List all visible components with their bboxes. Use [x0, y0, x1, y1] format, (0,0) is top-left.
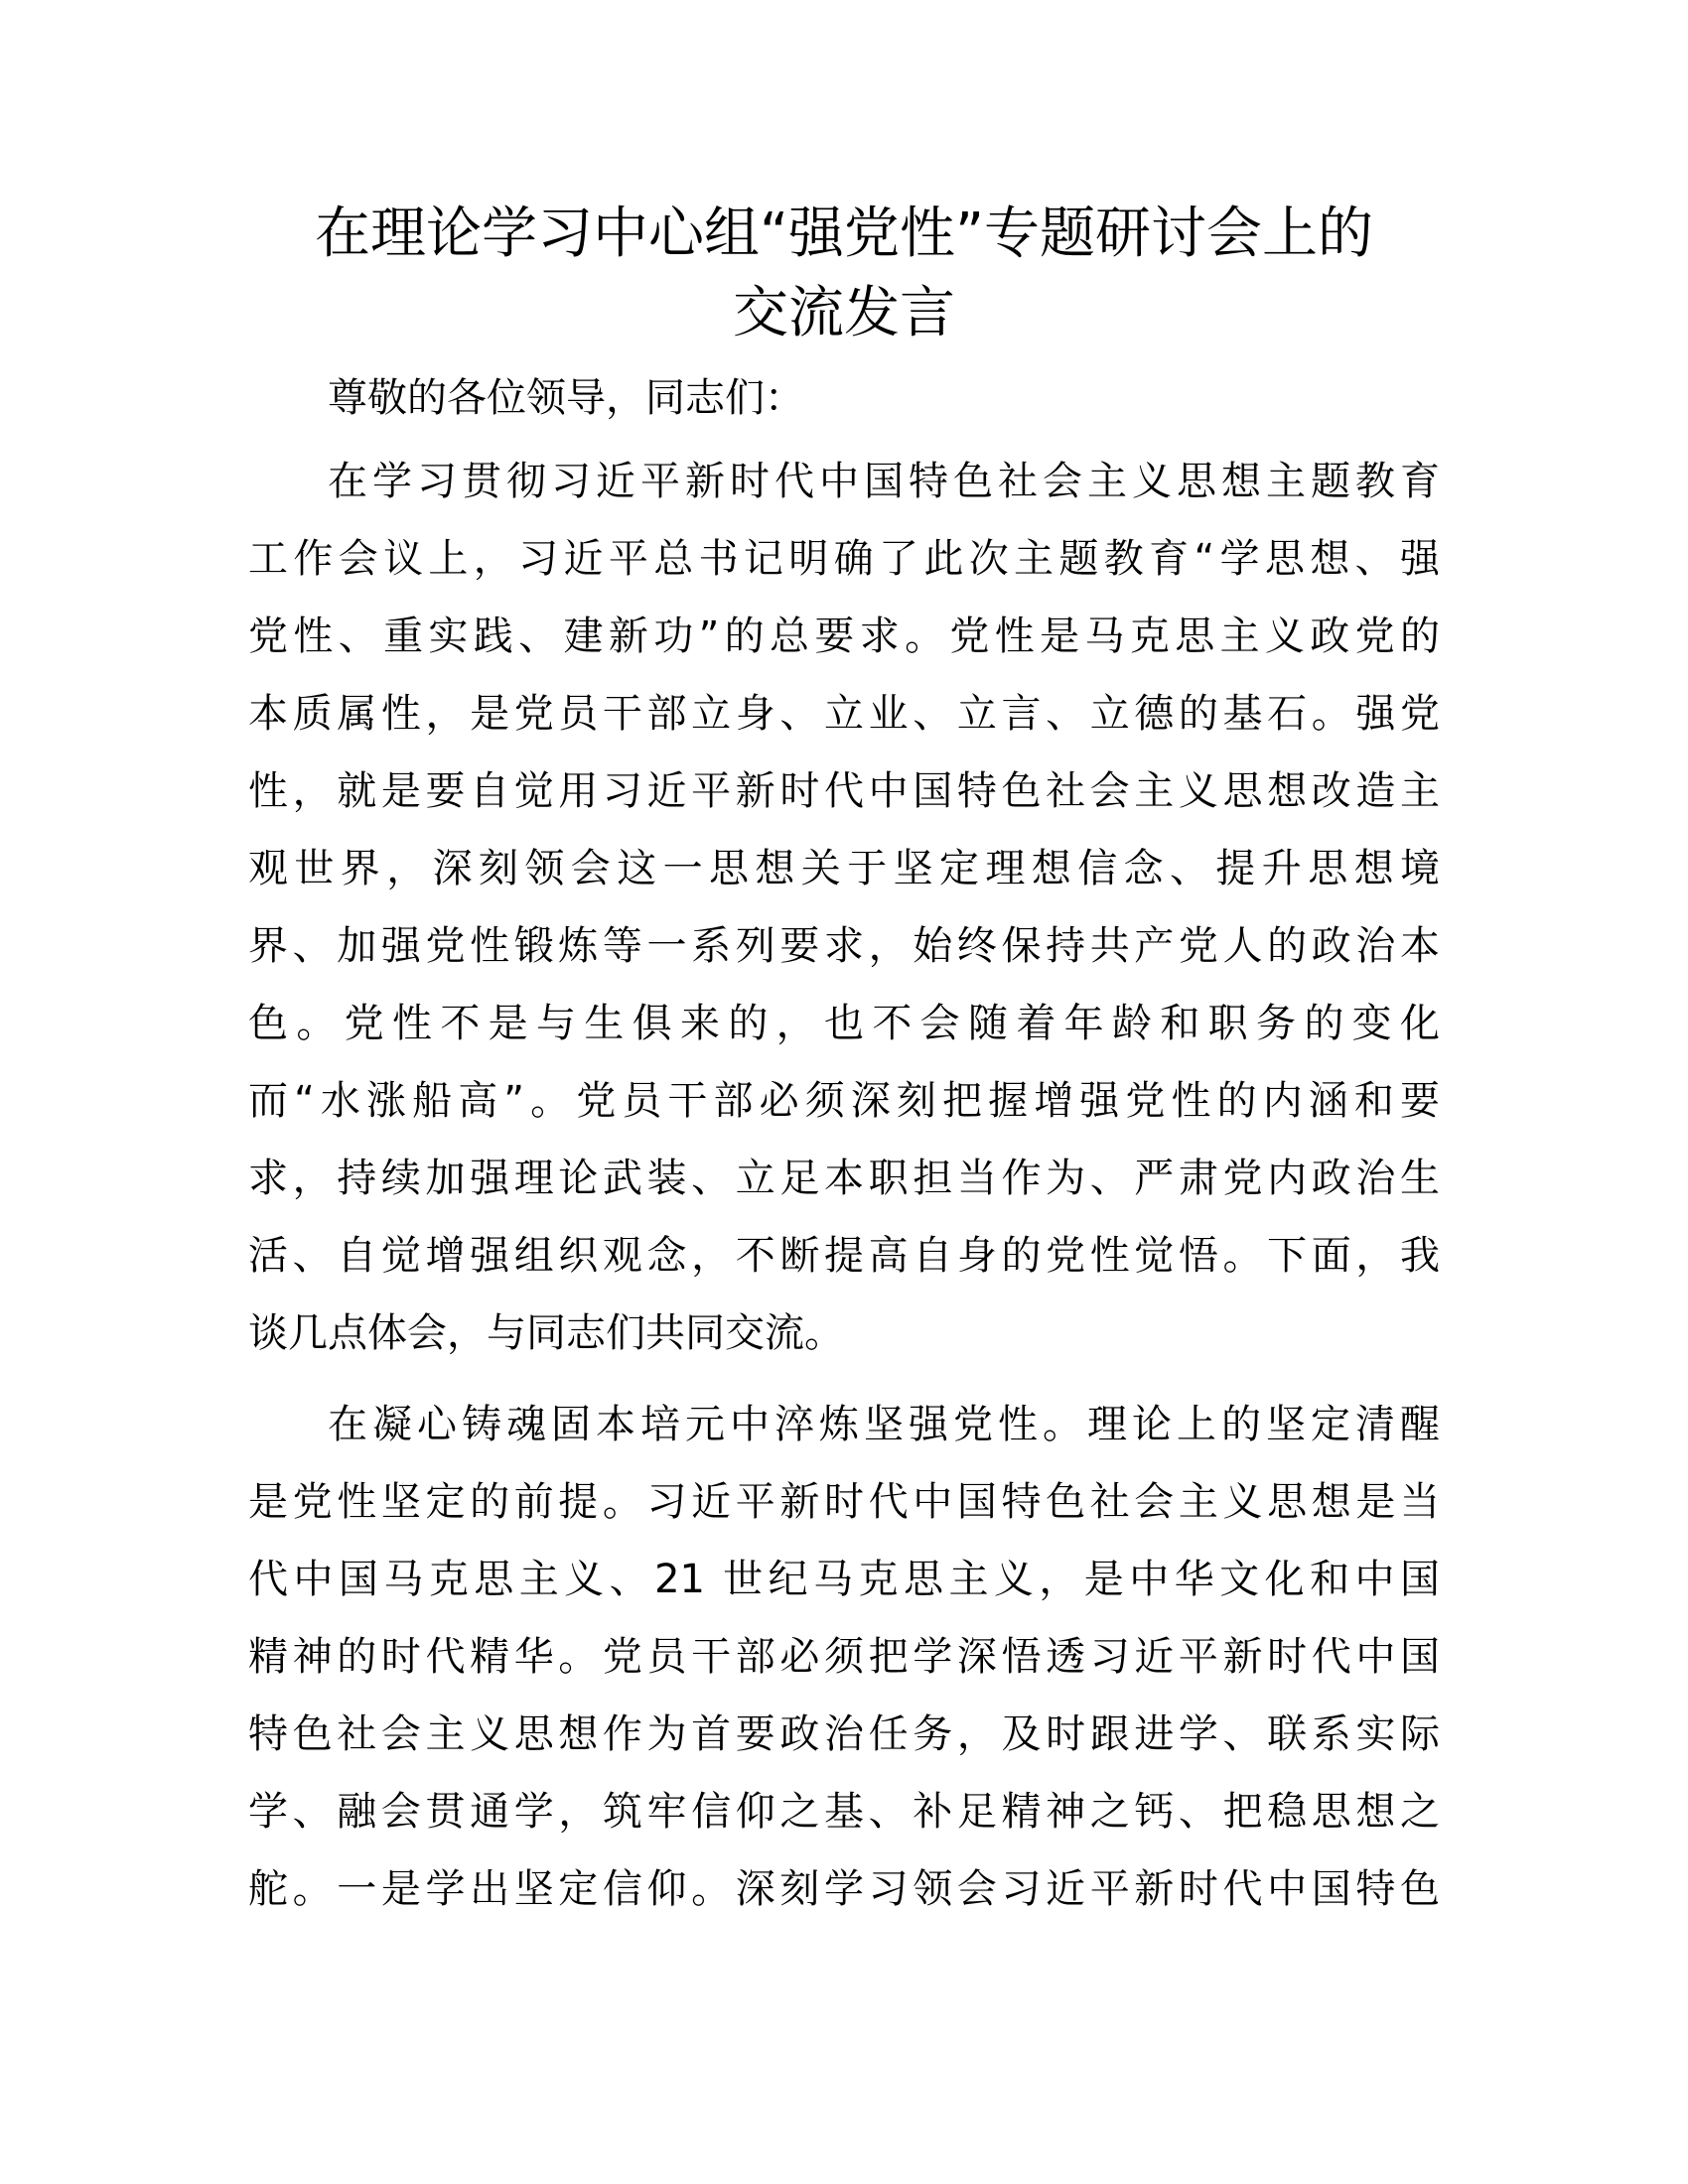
document-title [248, 195, 1440, 353]
document-page [248, 195, 1440, 1928]
paragraph-line: 活、自觉增强组织观念，不断提高自身的党性觉悟。下面，我 [248, 1233, 1440, 1279]
paragraph-line: 工作会议上，习近平总书记明确了此次主题教育“学思想、强 [248, 536, 1440, 582]
paragraph-line: 本质属性，是党员干部立身、立业、立言、立德的基石。强党 [248, 691, 1440, 737]
paragraph-line: 而“水涨船高”。党员干部必须深刻把握增强党性的内涵和要 [248, 1078, 1440, 1124]
paragraph-line: 舵。一是学出坚定信仰。深刻学习领会习近平新时代中国特色 [248, 1866, 1440, 1912]
paragraph-line: 求，持续加强理论武装、立足本职担当作为、严肃党内政治生 [248, 1156, 1440, 1201]
salutation: 尊敬的各位领导，同志们： [328, 375, 804, 421]
title-line-1: 在理论学习中心组“强党性”专题研讨会上的 [314, 202, 1374, 266]
paragraph-line: 谈几点体会，与同志们共同交流。 [248, 1310, 844, 1356]
paragraph-intro [248, 443, 1440, 1372]
paragraph-line: 在凝心铸魂固本培元中淬炼坚强党性。理论上的坚定清醒 [328, 1402, 1440, 1447]
paragraph-line: 界、加强党性锻炼等一系列要求，始终保持共产党人的政治本 [248, 923, 1440, 969]
paragraph-line: 是党性坚定的前提。习近平新时代中国特色社会主义思想是当 [248, 1479, 1440, 1525]
paragraph-line: 色。党性不是与生俱来的，也不会随着年龄和职务的变化 [248, 1001, 1440, 1046]
paragraph-line: 性，就是要自觉用习近平新时代中国特色社会主义思想改造主 [248, 768, 1440, 814]
paragraph-line: 精神的时代精华。党员干部必须把学深悟透习近平新时代中国 [248, 1634, 1440, 1680]
paragraph-line: 学、融会贯通学，筑牢信仰之基、补足精神之钙、把稳思想之 [248, 1789, 1440, 1835]
paragraph-line: 党性、重实践、建新功”的总要求。党性是马克思主义政党的 [248, 614, 1440, 659]
paragraph-line: 特色社会主义思想作为首要政治任务，及时跟进学、联系实际 [248, 1711, 1440, 1757]
paragraph-line: 在学习贯彻习近平新时代中国特色社会主义思想主题教育 [328, 459, 1440, 504]
paragraph-line: 代中国马克思主义、21 世纪马克思主义，是中华文化和中国 [248, 1557, 1440, 1602]
paragraph-section-1 [248, 1386, 1440, 1928]
title-line-2: 交流发言 [733, 281, 955, 345]
paragraph-line: 观世界，深刻领会这一思想关于坚定理想信念、提升思想境 [248, 846, 1440, 891]
